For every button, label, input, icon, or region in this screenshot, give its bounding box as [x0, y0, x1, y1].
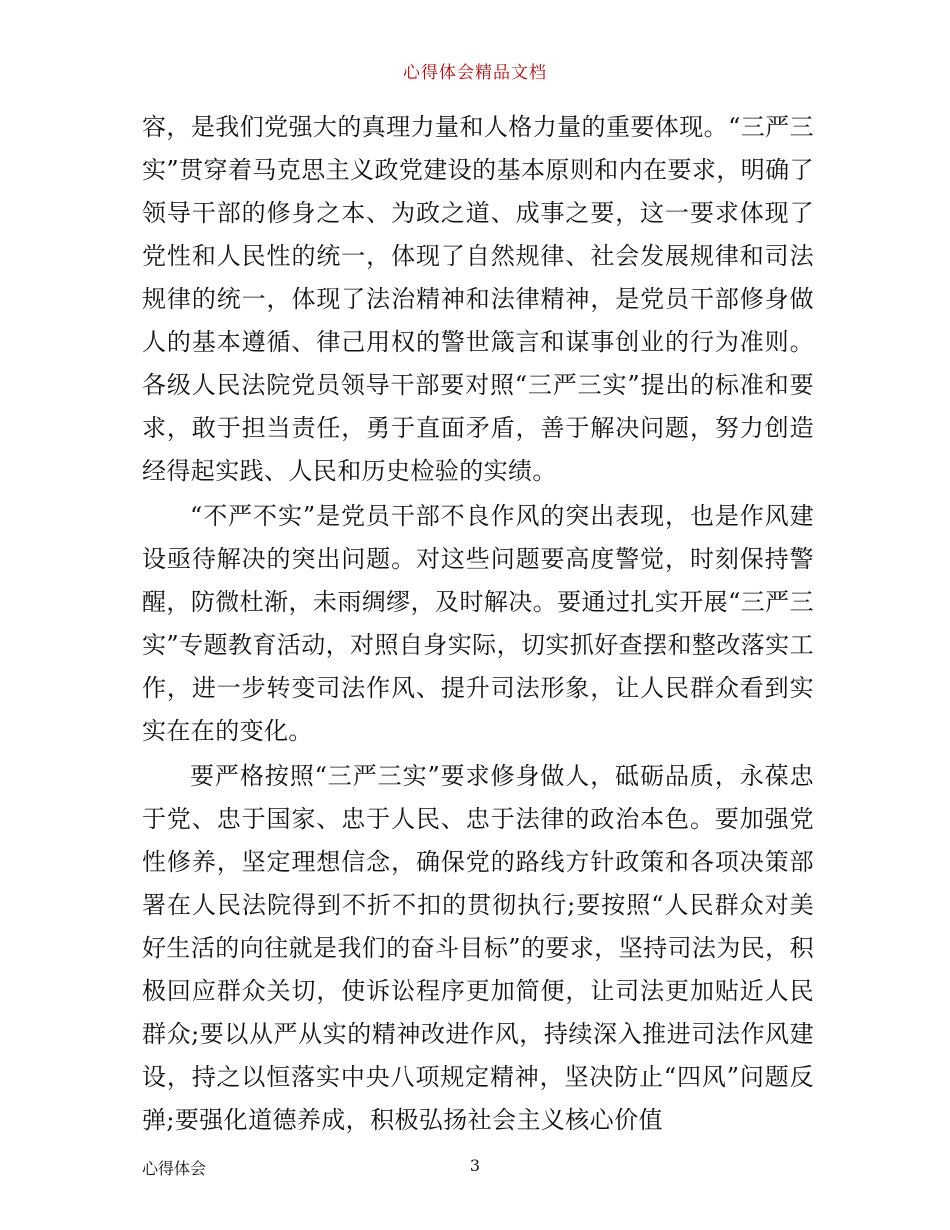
page-number: 3 [469, 1156, 481, 1175]
paragraph-1: 容，是我们党强大的真理力量和人格力量的重要体现。“三严三实”贯穿着马克思主义政党建设的基本原则和内在要求，明确了领导干部的修身之本、为政之道、成事之要，这一要求体现了党性和人民性的统一，体现了自然规律、社会发展规律和司法规律的统一，体现了法治精神和法律精神，是党员干部修身做人的基本遵循、律己用权的警世箴言和谋事创业的行为准则。各级人民法院党员领导干部要对照“三严三实”提出的标准和要求，敢于担当责任，勇于直面矛盾，善于解决问题，努力创造经得起实践、人民和历史检验的实绩。 [142, 113, 814, 485]
paragraph-2: “不严不实”是党员干部不良作风的突出表现，也是作风建设亟待解决的突出问题。对这些问题要高度警觉，时刻保持警醒，防微杜渐，未雨绸缪，及时解决。要通过扎实开展“三严三实”专题教育活动，对照自身实际，切实抓好查摆和整改落实工作，进一步转变司法作风、提升司法形象，让人民群众看到实实在在的变化。 [142, 502, 814, 745]
page-header-title: 心得体会精品文档 [403, 63, 547, 83]
footer-label: 心得体会 [142, 1159, 207, 1178]
document-body [142, 106, 814, 1142]
paragraph-3: 要严格按照“三严三实”要求修身做人，砥砺品质，永葆忠于党、忠于国家、忠于人民、忠于法律的政治本色。要加强党性修养，坚定理想信念，确保党的路线方针政策和各项决策部署在人民法院得到不折不扣的贯彻执行;要按照“人民群众对美好生活的向往就是我们的奋斗目标”的要求，坚持司法为民，积极回应群众关切，使诉讼程序更加简便，让司法更加贴近人民群众;要以从严从实的精神改进作风，持续深入推进司法作风建设，持之以恒落实中央八项规定精神，坚决防止“四风”问题反弹;要强化道德养成，积极弘扬社会主义核心价值 [142, 762, 814, 1134]
